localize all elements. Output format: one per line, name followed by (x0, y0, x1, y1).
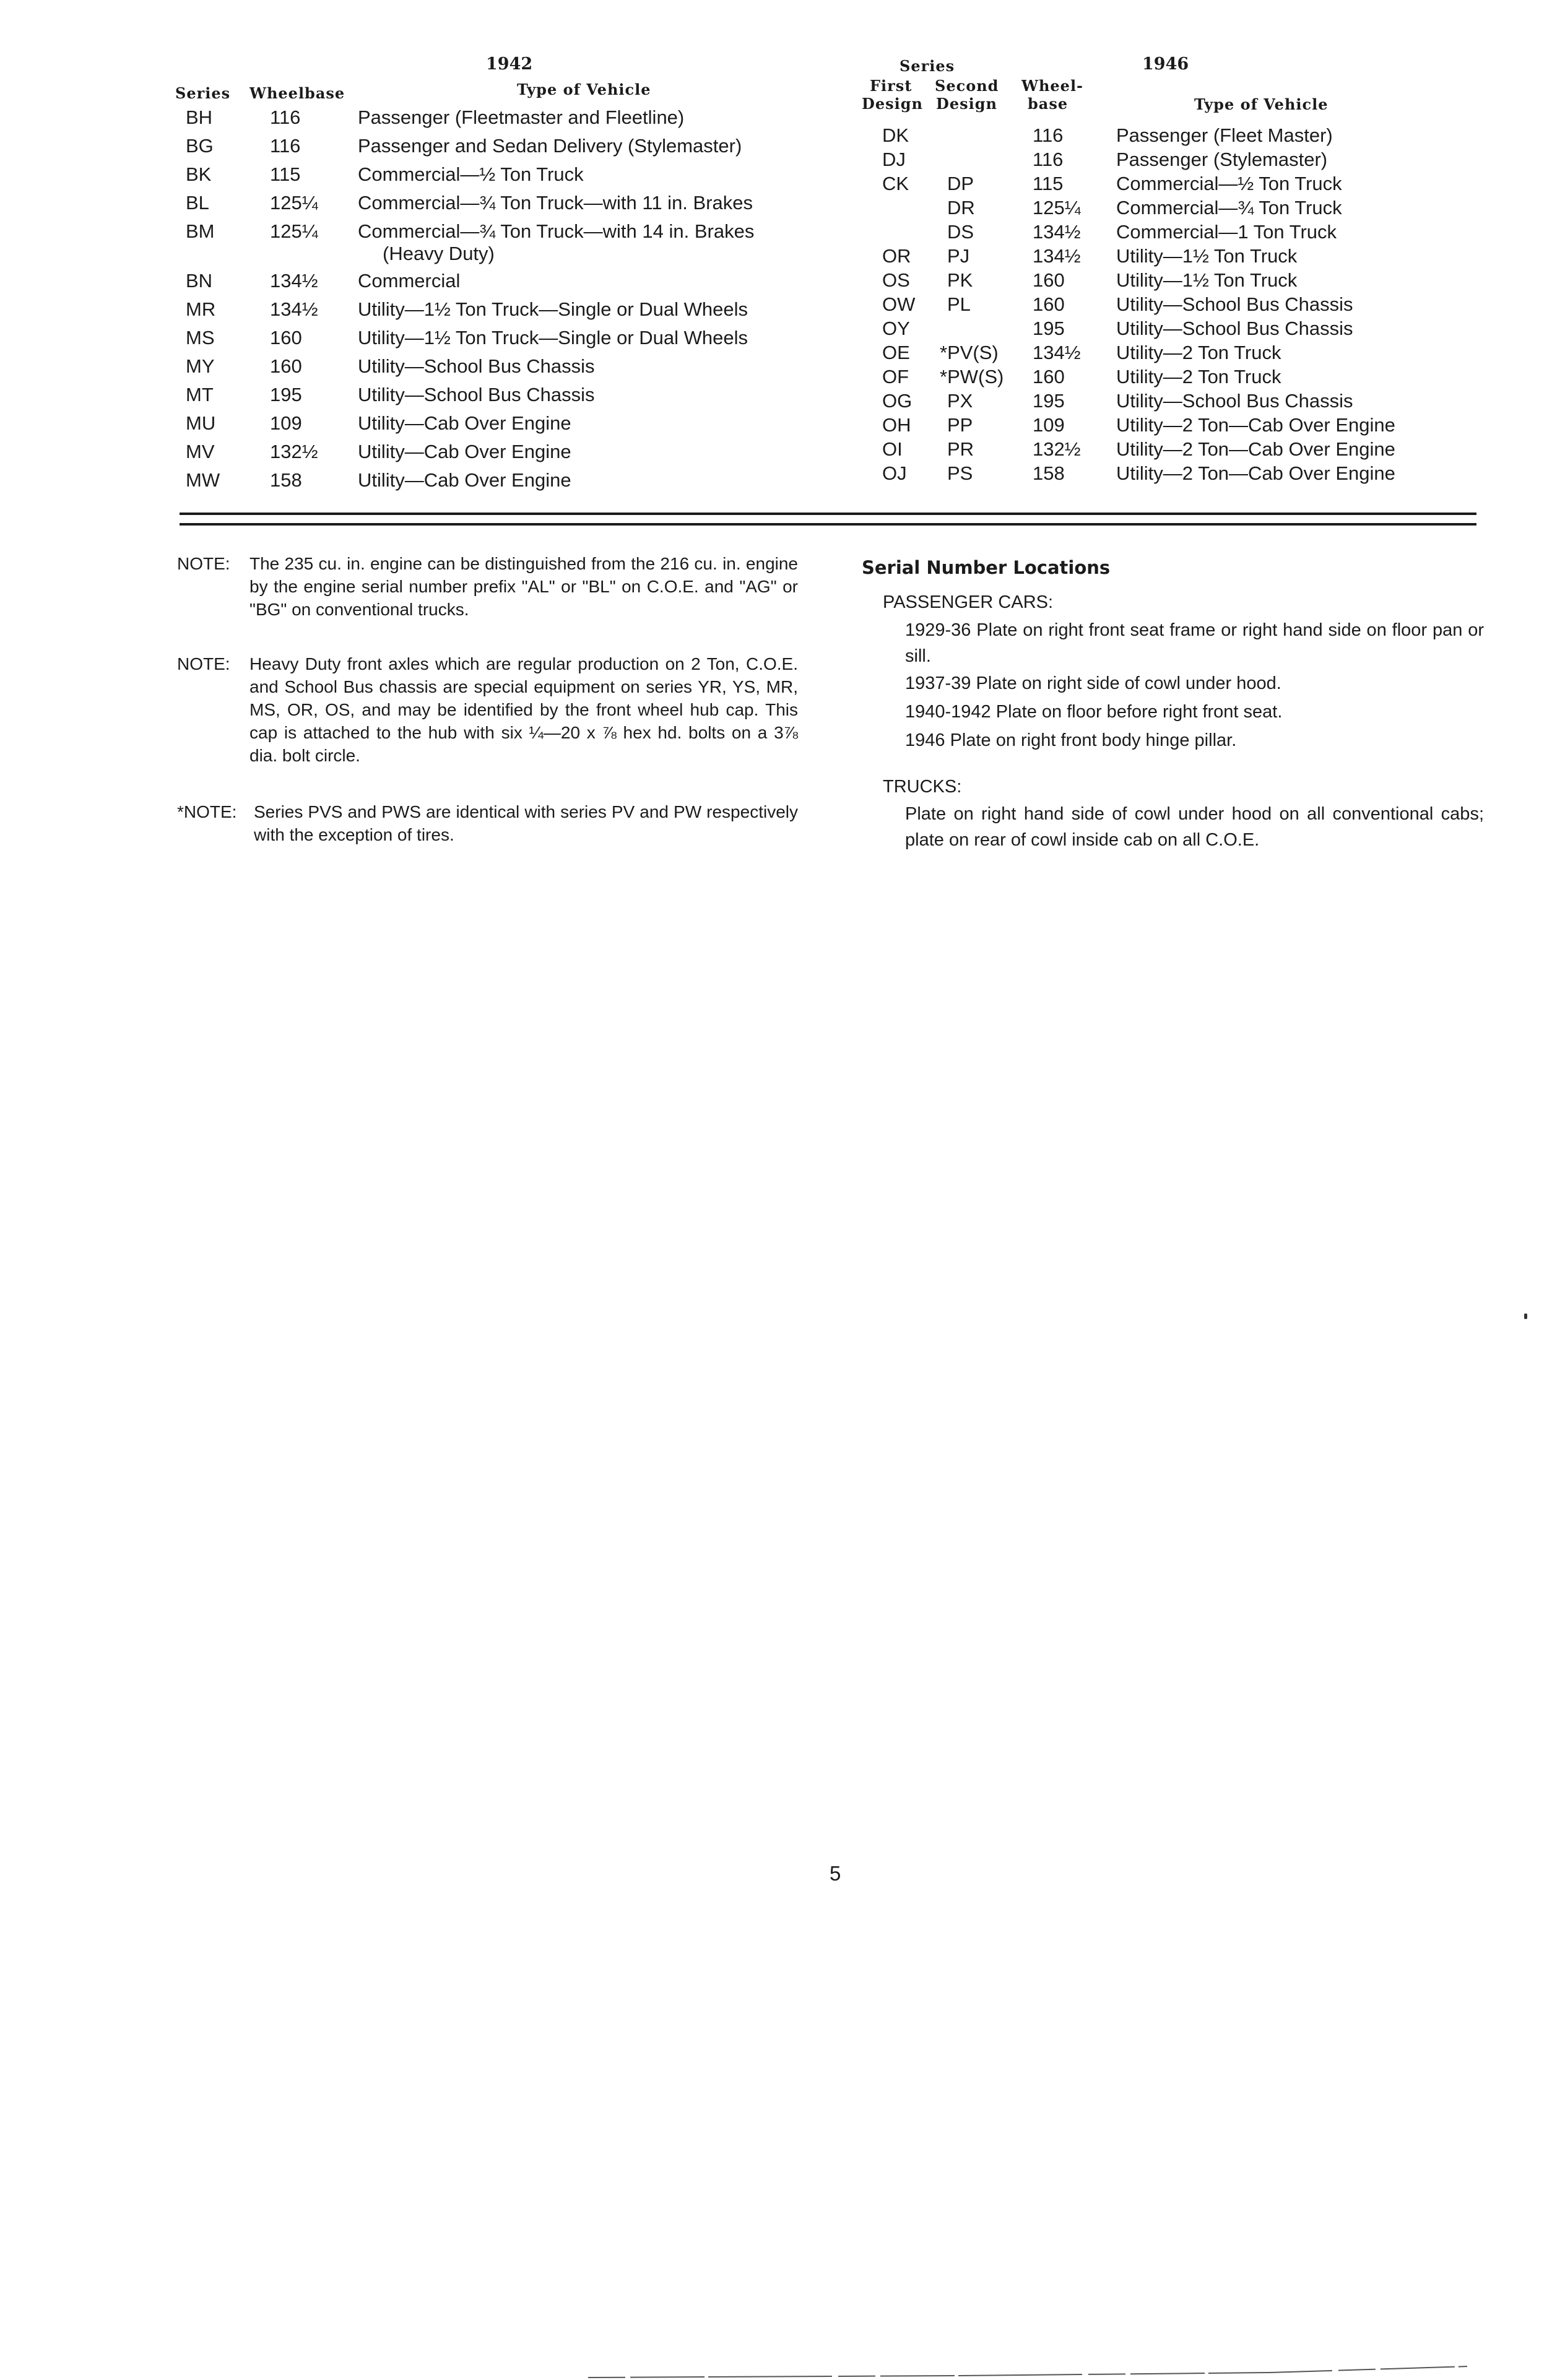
second-design-cell: PP (947, 414, 973, 436)
series-cell: MS (186, 327, 215, 348)
scan-speck (1524, 1313, 1527, 1319)
wheelbase-cell: 158 (1033, 462, 1065, 484)
table-1946-header-second: Second (935, 77, 999, 95)
first-design-cell: OS (882, 269, 910, 291)
table-1946-header-series: Series (900, 57, 955, 75)
type-cell: Utility—School Bus Chassis (1116, 318, 1353, 339)
type-cell: Commercial—¾ Ton Truck (1116, 197, 1342, 219)
table-1946-header-second-2: Design (936, 95, 997, 113)
note-label: NOTE: (177, 554, 230, 573)
passenger-serial-item: 1937-39 Plate on right side of cowl under hood. (905, 673, 1281, 693)
first-design-cell: OY (882, 318, 910, 339)
first-design-cell: OR (882, 245, 911, 267)
note-series-pvs-pws (177, 800, 799, 856)
series-cell: MY (186, 355, 215, 377)
wheelbase-cell: 116 (270, 135, 301, 157)
table-1946-header-first: First (870, 77, 913, 95)
wheelbase-cell: 125¼ (270, 220, 318, 242)
first-design-cell: OJ (882, 462, 907, 484)
series-cell: MR (186, 298, 216, 320)
trucks-serial-text: Plate on right hand side of cowl under hood on all conventional cabs; plate on rear of cowl inside cab on all C.O.E. (905, 804, 1484, 850)
wheelbase-cell: 125¼ (1033, 197, 1081, 219)
wheelbase-cell: 115 (1033, 173, 1064, 194)
series-cell: BL (186, 192, 209, 214)
wheelbase-cell: 132½ (1033, 438, 1081, 460)
note-text: Heavy Duty front axles which are regular production on 2 Ton, C.O.E. and School Bus chassis are special equipment on series YR, YS, MR, MS, OR, OS, and may be identified by the front wheel hub cap. This cap is attached to the hub with six ¼—20 x ⅞ hex hd. bolts on a 3⅞ dia. bolt circle. (249, 654, 798, 765)
type-cell: Utility—1½ Ton Truck (1116, 269, 1298, 291)
first-design-cell: DK (882, 124, 909, 146)
wheelbase-cell: 195 (1033, 318, 1065, 339)
second-design-cell: *PW(S) (940, 366, 1004, 387)
type-cell: Utility—Cab Over Engine (358, 412, 571, 434)
wheelbase-cell: 134½ (1033, 342, 1081, 363)
divider-rule-top (180, 513, 1476, 515)
series-cell: BN (186, 270, 213, 292)
passenger-cars-heading: PASSENGER CARS: (883, 592, 1054, 612)
type-cell: Commercial (358, 270, 461, 292)
first-design-cell: CK (882, 173, 909, 194)
wheelbase-cell: 195 (1033, 390, 1065, 412)
second-design-cell: PS (947, 462, 973, 484)
passenger-serial-item: 1929-36 Plate on right front seat frame or right hand side on floor pan or sill. (905, 620, 1484, 666)
type-cell: Utility—2 Ton—Cab Over Engine (1116, 462, 1395, 484)
wheelbase-cell: 115 (270, 163, 301, 185)
type-cell: Utility—1½ Ton Truck—Single or Dual Wheels (358, 298, 748, 320)
scan-edge-line (588, 2361, 1486, 2380)
table-1946-year: 1946 (1142, 54, 1189, 74)
second-design-cell: *PV(S) (940, 342, 999, 363)
first-design-cell: OF (882, 366, 909, 387)
wheelbase-cell: 134½ (270, 298, 318, 320)
type-cell: Commercial—1 Ton Truck (1116, 221, 1337, 243)
type-cell-continuation: (Heavy Duty) (383, 243, 495, 264)
type-cell: Utility—2 Ton Truck (1116, 366, 1281, 387)
second-design-cell: DR (947, 197, 975, 219)
note-heavy-duty-axles (177, 652, 799, 801)
wheelbase-cell: 125¼ (270, 192, 318, 214)
divider-rule-bottom (180, 523, 1476, 526)
table-1942-year: 1942 (486, 54, 533, 74)
wheelbase-cell: 116 (270, 106, 301, 128)
second-design-cell: DS (947, 221, 974, 243)
type-cell: Utility—1½ Ton Truck (1116, 245, 1298, 267)
wheelbase-cell: 160 (1033, 366, 1065, 387)
table-1946-header-wheel-2: base (1028, 95, 1069, 113)
type-cell: Utility—School Bus Chassis (1116, 293, 1353, 315)
type-cell: Utility—School Bus Chassis (1116, 390, 1353, 412)
wheelbase-cell: 158 (270, 469, 302, 491)
series-cell: BM (186, 220, 215, 242)
type-cell: Utility—School Bus Chassis (358, 355, 595, 377)
series-cell: BG (186, 135, 214, 157)
table-1946-header-wheel: Wheel- (1021, 77, 1084, 95)
first-design-cell: OW (882, 293, 916, 315)
first-design-cell: OH (882, 414, 911, 436)
wheelbase-cell: 160 (270, 355, 302, 377)
trucks-heading: TRUCKS: (883, 777, 962, 797)
type-cell: Utility—2 Ton—Cab Over Engine (1116, 414, 1395, 436)
second-design-cell: PR (947, 438, 974, 460)
wheelbase-cell: 134½ (1033, 245, 1081, 267)
first-design-cell: DJ (882, 149, 906, 170)
wheelbase-cell: 160 (270, 327, 302, 348)
type-cell: Commercial—½ Ton Truck (358, 163, 584, 185)
note-text: Series PVS and PWS are identical with series PV and PW respectively with the exception of tires. (254, 802, 798, 844)
note-engine-prefix (177, 552, 799, 651)
passenger-serial-item: 1940-1942 Plate on floor before right front seat. (905, 702, 1283, 722)
table-1946-header-first-2: Design (862, 95, 923, 113)
wheelbase-cell: 116 (1033, 124, 1064, 146)
type-cell: Utility—Cab Over Engine (358, 441, 571, 462)
note-text: The 235 cu. in. engine can be distinguished from the 216 cu. in. engine by the engine serial number prefix "AL" or "BL" on C.O.E. and "AG" or "BG" on conventional trucks. (249, 554, 798, 619)
type-cell: Passenger (Fleetmaster and Fleetline) (358, 106, 685, 128)
first-design-cell: OI (882, 438, 903, 460)
wheelbase-cell: 132½ (270, 441, 318, 462)
type-cell: Utility—Cab Over Engine (358, 469, 571, 491)
wheelbase-cell: 116 (1033, 149, 1064, 170)
type-cell: Passenger (Stylemaster) (1116, 149, 1328, 170)
series-cell: MW (186, 469, 220, 491)
wheelbase-cell: 134½ (1033, 221, 1081, 243)
series-cell: MU (186, 412, 216, 434)
type-cell: Commercial—¾ Ton Truck—with 11 in. Brakes (358, 192, 753, 214)
series-cell: BH (186, 106, 213, 128)
wheelbase-cell: 160 (1033, 293, 1065, 315)
wheelbase-cell: 195 (270, 384, 302, 405)
type-cell: Utility—1½ Ton Truck—Single or Dual Wheels (358, 327, 748, 348)
type-cell: Passenger (Fleet Master) (1116, 124, 1333, 146)
serial-locations-title: Serial Number Locations (862, 557, 1111, 578)
wheelbase-cell: 160 (1033, 269, 1065, 291)
second-design-cell: PK (947, 269, 973, 291)
passenger-serial-item: 1946 Plate on right front body hinge pillar. (905, 730, 1237, 750)
table-1942-header-series: Series (175, 84, 231, 102)
note-label: *NOTE: (177, 802, 237, 821)
first-design-cell: OE (882, 342, 910, 363)
page-number: 5 (830, 1862, 841, 1885)
scan-edge-line (582, 2352, 583, 2353)
wheelbase-cell: 109 (1033, 414, 1065, 436)
type-cell: Commercial—¾ Ton Truck—with 14 in. Brakes (358, 220, 755, 242)
table-1946-header-type: Type of Vehicle (1194, 95, 1329, 113)
wheelbase-cell: 109 (270, 412, 302, 434)
type-cell: Utility—School Bus Chassis (358, 384, 595, 405)
type-cell: Utility—2 Ton Truck (1116, 342, 1281, 363)
series-cell: MT (186, 384, 214, 405)
note-label: NOTE: (177, 654, 230, 673)
series-cell: BK (186, 163, 212, 185)
second-design-cell: PX (947, 390, 973, 412)
second-design-cell: PL (947, 293, 971, 315)
first-design-cell: OG (882, 390, 913, 412)
second-design-cell: DP (947, 173, 974, 194)
table-1942-header-wheelbase: Wheelbase (249, 84, 345, 102)
table-1942-header-type: Type of Vehicle (517, 80, 651, 98)
second-design-cell: PJ (947, 245, 970, 267)
type-cell: Commercial—½ Ton Truck (1116, 173, 1342, 194)
series-cell: MV (186, 441, 215, 462)
type-cell: Passenger and Sedan Delivery (Stylemaster) (358, 135, 742, 157)
wheelbase-cell: 134½ (270, 270, 318, 292)
type-cell: Utility—2 Ton—Cab Over Engine (1116, 438, 1395, 460)
